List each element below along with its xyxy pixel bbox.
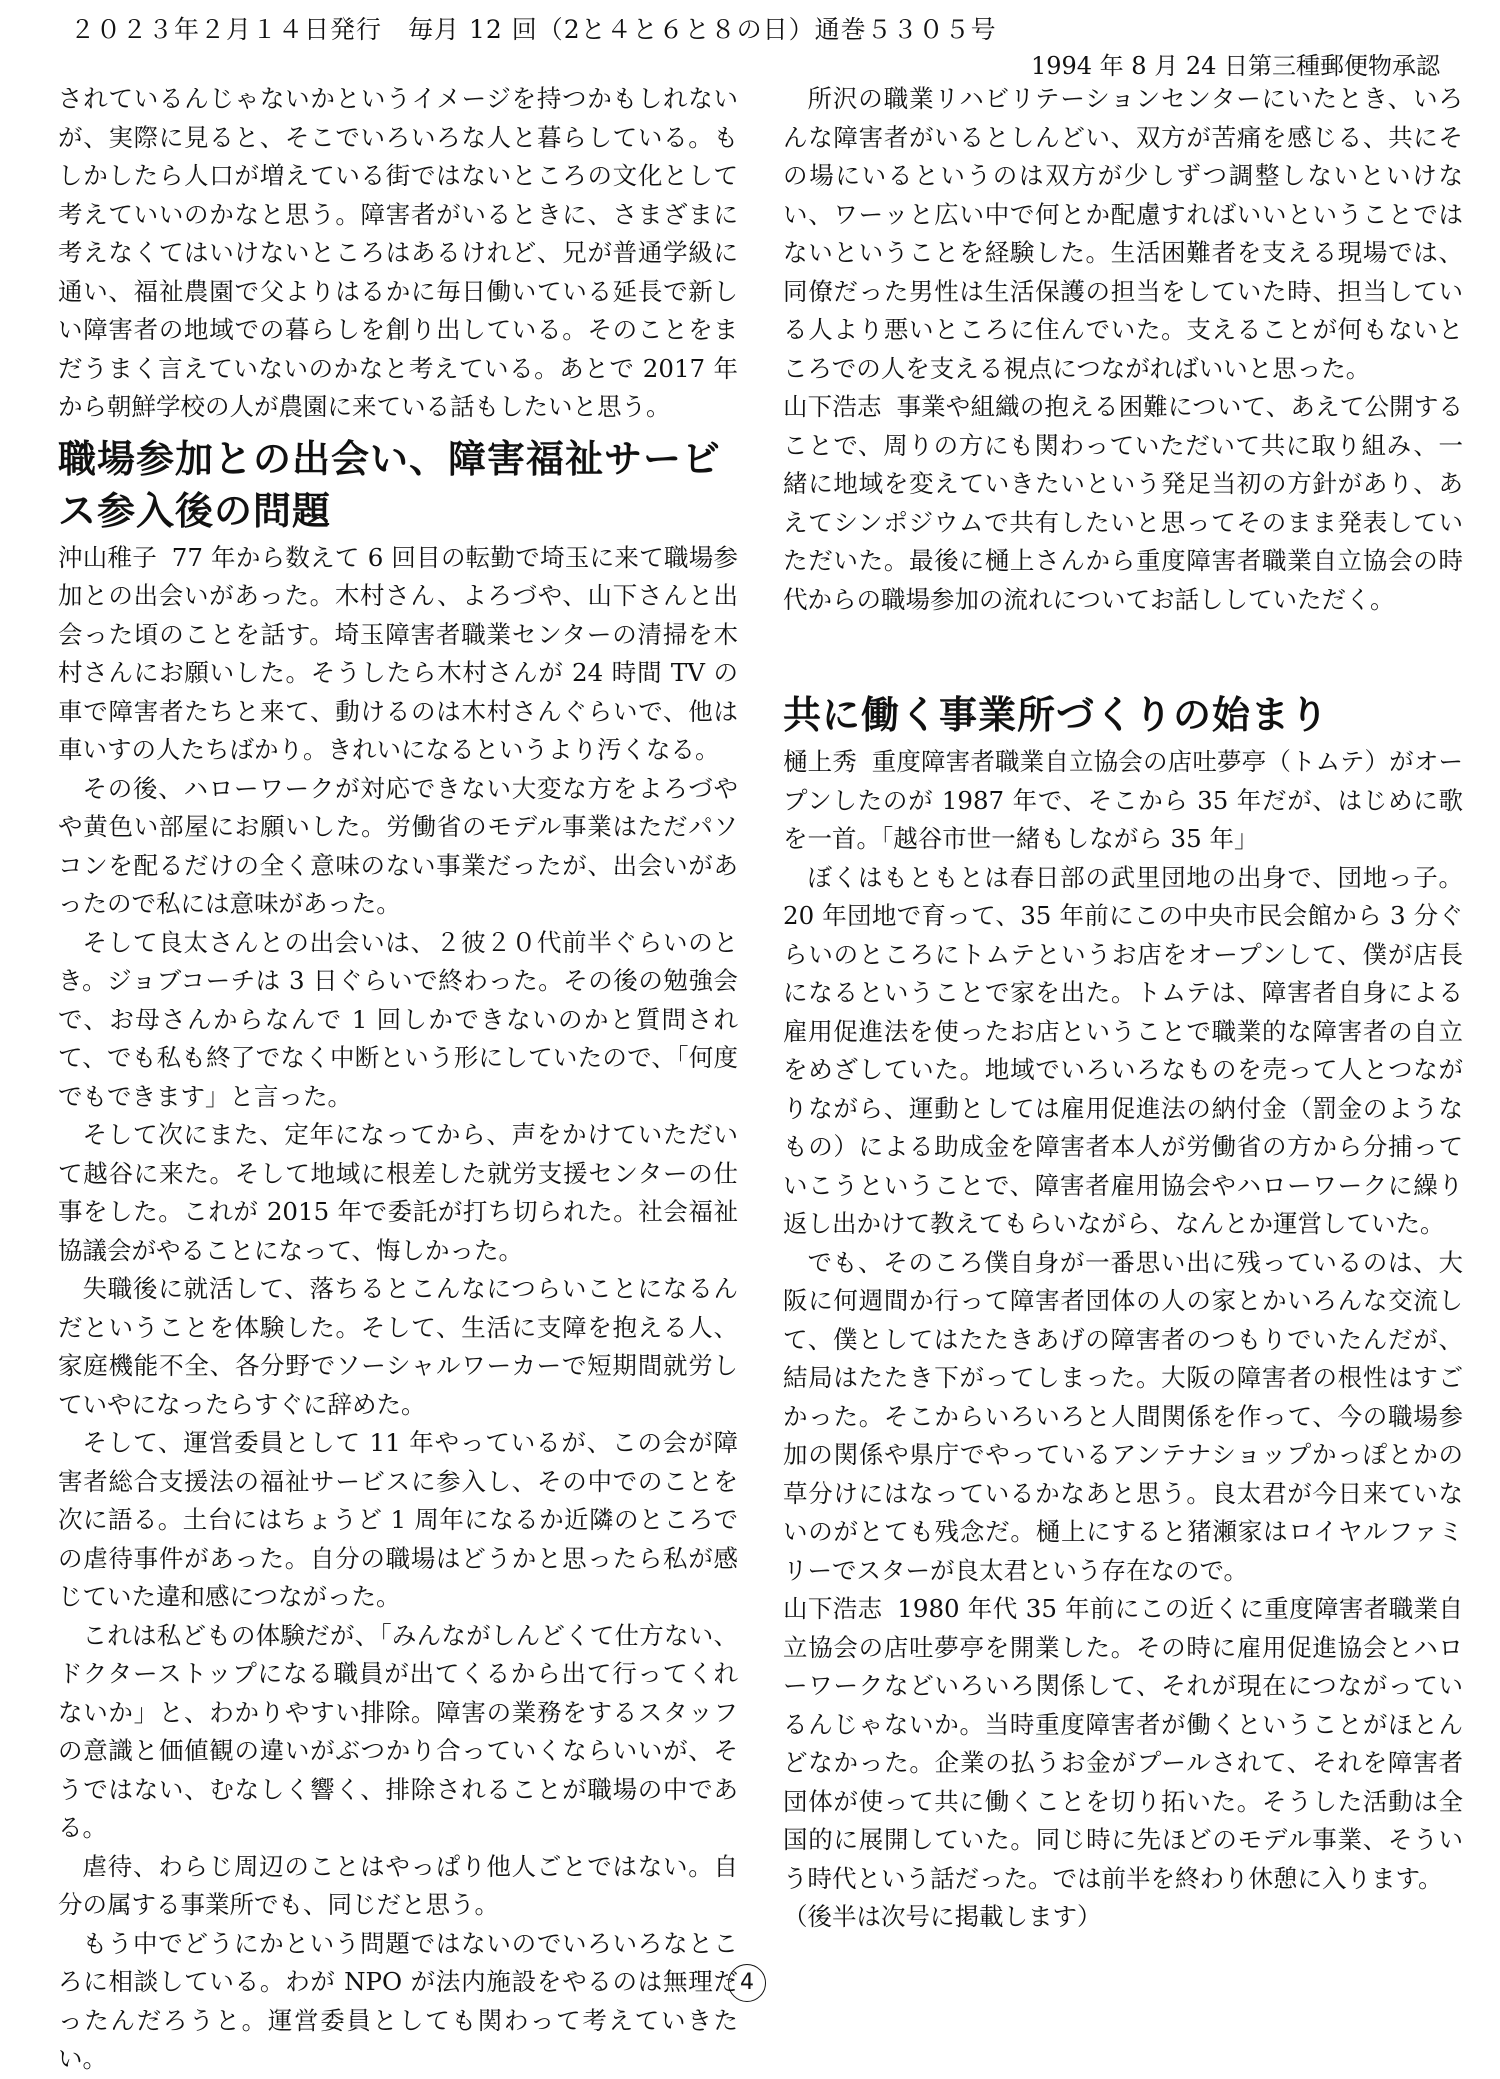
paragraph: そして、運営委員として 11 年やっているが、この会が障害者総合支援法の福祉サービスに参入し、その中でのことを次に語る。土台にはちょうど 1 周年になるか近隣のところでの虐待事件があった。自分の職場はどうかと思ったら私が感じていた違和感につながった。 — [58, 1428, 738, 1611]
paragraph-text: 事業や組織の抱える困難について、あえて公開することで、周りの方にも関わっていただいて共に取り組み、一緒に地域を変えていきたいという発足当初の方針があり、あえてシンポジウムで共有したいと思ってそのまま発表していただいた。最後に樋上さんから重度障害者職業自立協会の時代からの職場参加の流れについてお話ししていただく。 — [783, 392, 1464, 614]
page-number: 4 — [728, 1964, 766, 2002]
paragraph: その後、ハローワークが対応できない大変な方をよろづやや黄色い部屋にお願いした。労働省のモデル事業はただパソコンを配るだけの全く意味のない事業だったが、出会いがあったので私には意味があった。 — [58, 773, 738, 918]
left-column — [58, 80, 738, 2079]
paragraph — [783, 1590, 1463, 1898]
speaker-name: 山下浩志 — [783, 392, 882, 421]
paragraph: 失職後に就活して、落ちるとこんなにつらいことになるんだということを体験した。そして、生活に支障を抱える人、家庭機能不全、各分野でソーシャルワーカーで短期間就労していやになったらすぐに辞めた。 — [58, 1274, 738, 1419]
spacer — [783, 619, 1463, 683]
paragraph — [783, 743, 1463, 859]
speaker-name: 山下浩志 — [783, 1594, 883, 1623]
paragraph-text: 1980 年代 35 年前にこの近くに重度障害者職業自立協会の店吐夢亭を開業した。その時に雇用促進協会とハローワークなどいろいろ関係して、それが現在につながっているんじゃないか。当時重度障害者が働くということがほとんどなかった。企業の払うお金がプールされて、それを障害者団体が使って共に働くことを切り拓いた。そうした活動は全国的に展開していた。同じ時に先ほどのモデル事業、そういう時代という話だった。では前半を終わり休憩に入ります。 — [783, 1594, 1464, 1893]
paragraph: そして次にまた、定年になってから、声をかけていただいて越谷に来た。そして地域に根差した就労支援センターの仕事をした。これが 2015 年で委託が打ち切られた。社会福祉協議会がやることになって、悔しかった。 — [58, 1120, 738, 1265]
paragraph: でも、そのころ僕自身が一番思い出に残っているのは、大阪に何週間か行って障害者団体の人の家とかいろんな交流して、僕としてはたたきあげの障害者のつもりでいたんだが、結局はたたき下がってしまった。大阪の障害者の根性はすごかった。そこからいろいろと人間関係を作って、今の職場参加の関係や県庁でやっているアンテナショップかっぽとかの草分けにはなっているかなあと思う。良太君が今日来ていないのがとても残念だ。樋上にすると猪瀬家はロイヤルファミリーでスターが良太君という存在なので。 — [783, 1247, 1463, 1585]
speaker-name: 樋上秀 — [783, 747, 857, 776]
paragraph: これは私どもの体験だが、「みんながしんどくて仕方ない、ドクターストップになる職員が出てくるから出て行ってくれないか」と、わかりやすい排除。障害の業務をするスタッフの意識と価値観の違いがぶつかり合っていくならいいが、そうではない、むなしく響く、排除されることが職場の中である。 — [58, 1620, 738, 1842]
paragraph-text: 重度障害者職業自立協会の店吐夢亭（トムテ）がオープンしたのが 1987 年で、そこから 35 年だが、はじめに歌を一首。「越谷市世一緒もしながら 35 年」 — [783, 747, 1463, 853]
paragraph-text: 77 年から数えて 6 回目の転勤で埼玉に来て職場参加との出会いがあった。木村さん、よろづや、山下さんと出会った頃のことを話す。埼玉障害者職業センターの清掃を木村さんにお願いした。そうしたら木村さんが 24 時間 TV の車で障害者たちと来て、動けるのは木村さんぐらいで、他は車いすの人たちばかり。きれいになるというより汚くなる。 — [58, 542, 739, 764]
paragraph: もう中でどうにかという問題ではないのでいろいろなところに相談している。わが NPO が法内施設をやるのは無理だったんだろうと。運営委員としても関わって考えていきたい。 — [58, 1928, 738, 2073]
speaker-name: 沖山稚子 — [58, 542, 158, 572]
section-heading: 職場参加との出会い、障害福祉サービス参入後の問題 — [58, 436, 722, 533]
paragraph — [783, 388, 1463, 619]
paragraph: 所沢の職業リハビリテーションセンターにいたとき、いろんな障害者がいるとしんどい、双方が苦痛を感じる、共にその場にいるというのは双方が少しずつ調整しないといけない、ワーッと広い中で何とか配慮すればいいということではないということを経験した。生活困難者を支える現場では、同僚だった男性は生活保護の担当をしていた時、担当している人より悪いところに住んでいた。支えることが何もないところでの人を支える視点につながればいいと思った。 — [783, 84, 1463, 383]
paragraph — [58, 539, 738, 770]
continued-note: （後半は次号に掲載します） — [783, 1902, 1102, 1931]
paragraph: ぼくはもともとは春日部の武里団地の出身で、団地っ子。20 年団地で育って、35 年前にこの中央市民会館から 3 分ぐらいのところにトムテというお店をオープンして、僕が店長になるということで家を出た。トムテは、障害者自身による雇用促進法を使ったお店ということで職業的な障害者の自立をめざしていた。地域でいろいろなものを売って人とつながりながら、運動としては雇用促進法の納付金（罰金のようなもの）による助成金を障害者本人が労働省の方から分捕っていこうということで、障害者雇用協会やハローワークに繰り返し出かけて教えてもらいながら、なんとか運営していた。 — [783, 862, 1463, 1238]
right-column — [783, 80, 1463, 1937]
paragraph: そして良太さんとの出会いは、２彼２０代前半ぐらいのとき。ジョブコーチは 3 日ぐらいで終わった。その後の勉強会で、お母さんからなんで 1 回しかできないのかと質問されて、でも私も終了でなく中断という形にしていたので、「何度でもできます」と言った。 — [58, 927, 738, 1111]
issue-line: ２０２３年２月１４日発行 毎月 12 回（2と４と６と８の日）通巻５３０５号 — [70, 15, 997, 44]
paragraph: されているんじゃないかというイメージを持つかもしれないが、実際に見ると、そこでいろいろな人と暮らしている。もしかしたら人口が増えている街ではないところの文化として考えていいのかなと思う。障害者がいるときに、さまざまに考えなくてはいけないところはあるけれど、兄が普通学級に通い、福祉農園で父よりはるかに毎日働いている延長で新しい障害者の地域での暮らしを創り出している。そのことをまだうまく言えていないのかなと考えている。あとで 2017 年から朝鮮学校の人が農園に来ている話もしたいと思う。 — [58, 84, 738, 421]
section-heading: 共に働く事業所づくりの始まり — [783, 693, 1330, 737]
postal-approval-line: 1994 年 8 月 24 日第三種郵便物承認 — [1030, 52, 1440, 80]
paragraph: 虐待、わらじ周辺のことはやっぱり他人ごとではない。自分の属する事業所でも、同じだと思う。 — [58, 1851, 738, 1919]
